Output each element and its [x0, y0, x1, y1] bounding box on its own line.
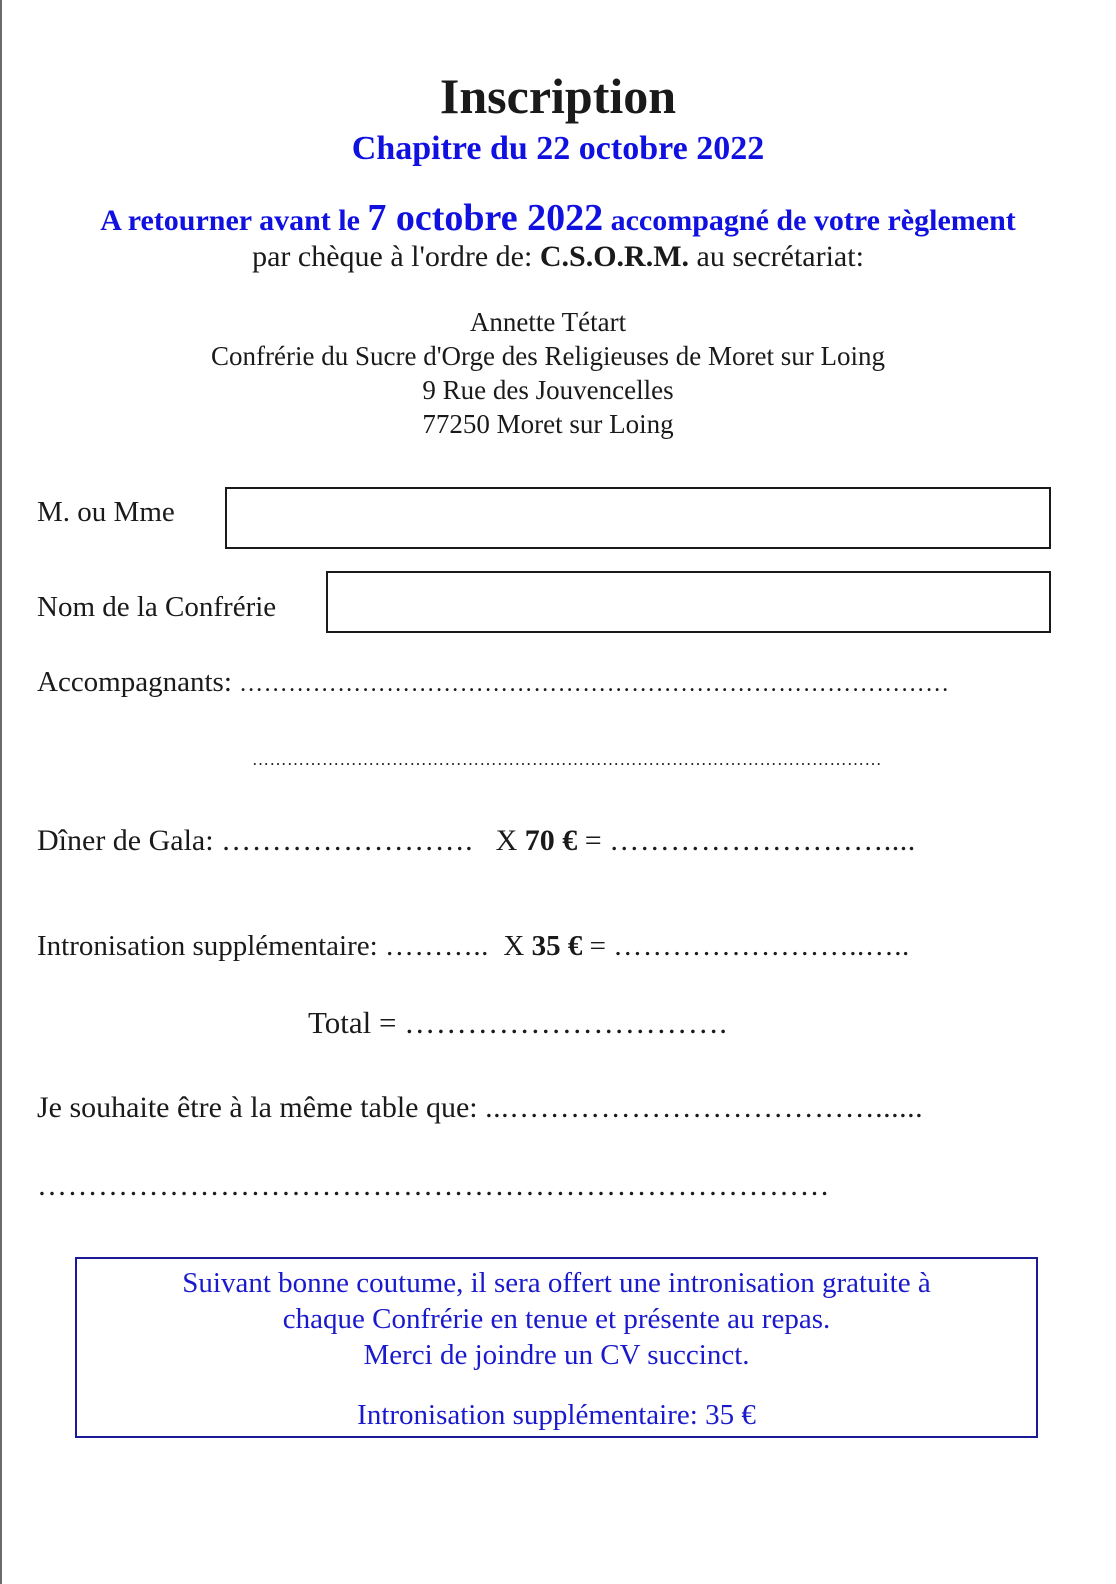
diner-amount-dots[interactable]: ……………………….... — [609, 824, 916, 857]
name-field[interactable] — [225, 487, 1051, 549]
address-organization: Confrérie du Sucre d'Orge des Religieuses de Moret sur Loing — [211, 341, 885, 371]
name-label: M. ou Mme — [37, 496, 175, 528]
address-street: 9 Rue des Jouvencelles — [422, 375, 674, 405]
table-preference-dots-second-line[interactable]: …………………………………………………………………… — [37, 1169, 830, 1202]
intronisation-equals: = — [589, 930, 606, 962]
return-deadline-prefix: A retourner avant le — [100, 204, 368, 237]
payee-name: C.S.O.R.M. — [539, 240, 690, 273]
accompagnants-dots[interactable]: …………………………………………………………………………… — [239, 671, 950, 697]
payment-suffix: au secrétariat: — [689, 240, 864, 273]
diner-multiplier: X — [495, 824, 518, 857]
diner-price: 70 € — [524, 824, 578, 857]
address-city: 77250 Moret sur Loing — [422, 409, 674, 439]
notice-box — [75, 1257, 1038, 1438]
total-label: Total = — [308, 1005, 397, 1040]
accompagnants-line — [37, 664, 950, 702]
payment-instructions — [0, 238, 1116, 276]
return-deadline — [0, 196, 1116, 243]
intronisation-line — [37, 927, 910, 965]
accompagnants-dots-second-line[interactable]: ……………………………………………………………………………………………… — [252, 750, 882, 769]
table-preference-label: Je souhaite être à la même table que: — [37, 1091, 478, 1124]
confrerie-field[interactable] — [326, 571, 1051, 633]
return-deadline-date: 7 octobre 2022 — [367, 197, 604, 239]
notice-line-3: Merci de joindre un CV succinct. — [363, 1339, 750, 1371]
confrerie-label: Nom de la Confrérie — [37, 591, 277, 623]
accompagnants-label: Accompagnants: — [37, 666, 232, 698]
return-deadline-suffix: accompagné de votre règlement — [603, 204, 1016, 237]
total-line — [308, 1004, 728, 1042]
diner-line — [37, 822, 916, 860]
intronisation-label: Intronisation supplémentaire: — [37, 930, 378, 962]
payment-prefix: par chèque à l'ordre de: — [252, 240, 540, 273]
table-preference-line — [37, 1089, 923, 1127]
total-dots[interactable]: …………………………. — [404, 1005, 728, 1040]
intronisation-quantity-dots[interactable]: ……….. — [384, 930, 489, 962]
intronisation-amount-dots[interactable]: ……………………..….. — [613, 930, 910, 962]
notice-line-1: Suivant bonne coutume, il sera offert une intronisation gratuite à — [182, 1267, 931, 1299]
intronisation-price: 35 € — [531, 930, 583, 962]
diner-equals: = — [584, 824, 602, 857]
chapter-date: Chapitre du 22 octobre 2022 — [351, 130, 765, 167]
form-title: Inscription — [439, 68, 677, 124]
address-name: Annette Tétart — [469, 307, 627, 337]
notice-line-4: Intronisation supplémentaire: 35 € — [357, 1399, 756, 1431]
diner-quantity-dots[interactable]: ……………………. — [221, 824, 474, 857]
diner-label: Dîner de Gala: — [37, 824, 214, 857]
notice-line-2: chaque Confrérie en tenue et présente au repas. — [282, 1303, 831, 1335]
intronisation-multiplier: X — [503, 930, 525, 962]
table-preference-dots[interactable]: ...………………………………...... — [485, 1091, 924, 1124]
